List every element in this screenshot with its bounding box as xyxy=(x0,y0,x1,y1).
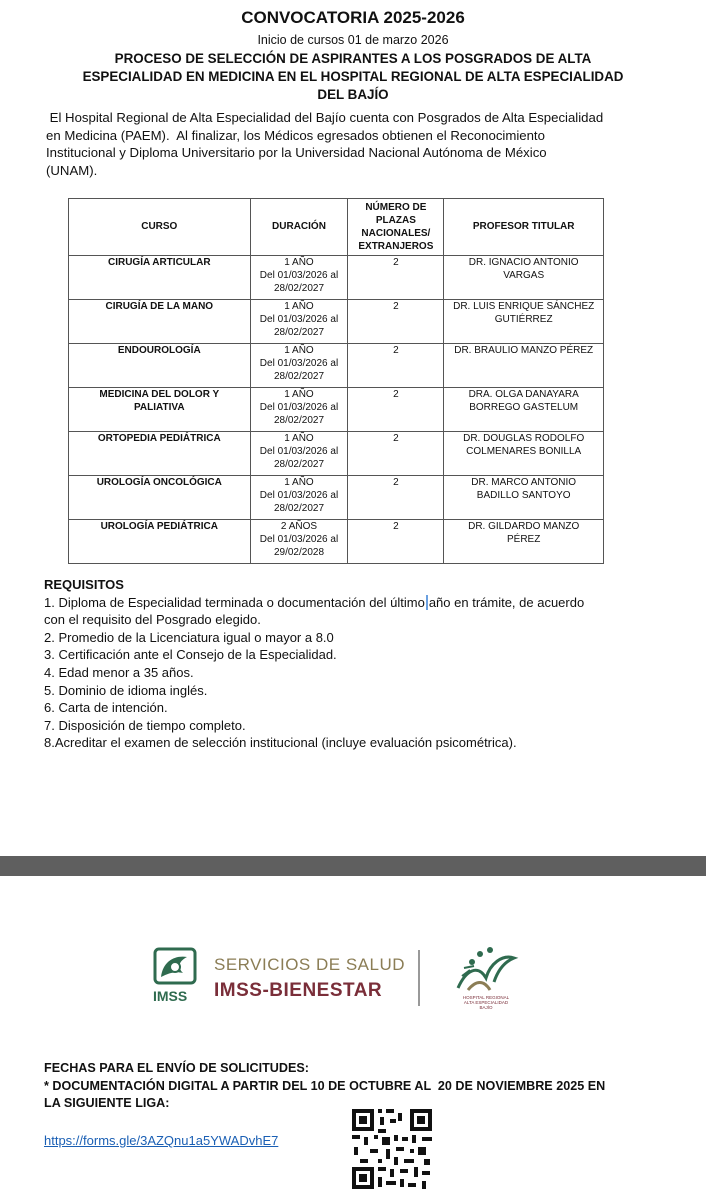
duration-cell-line: 1 AÑO xyxy=(284,257,314,268)
table-row xyxy=(69,300,604,344)
header-professor: PROFESOR TITULAR xyxy=(444,199,604,256)
professor-cell-line: BADILLO SANTOYO xyxy=(476,490,571,502)
requirements-section xyxy=(44,576,684,752)
document-subtitle xyxy=(40,50,666,104)
course-cell-line: ENDOUROLOGÍA xyxy=(117,345,201,356)
page-separator xyxy=(0,856,706,876)
professor-cell xyxy=(444,520,604,564)
dates-line: * DOCUMENTACIÓN DIGITAL A PARTIR DEL 10 DE OCTUBRE AL 20 DE NOVIEMBRE 2025 EN xyxy=(44,1078,606,1093)
document-title: CONVOCATORIA 2025-2026 xyxy=(241,8,465,27)
professor-cell xyxy=(444,344,604,388)
course-cell-line: UROLOGÍA ONCOLÓGICA xyxy=(96,477,222,488)
subtitle-line: ESPECIALIDAD EN MEDICINA EN EL HOSPITAL REGIONAL DE ALTA ESPECIALIDAD xyxy=(82,69,624,84)
course-cell-line: UROLOGÍA PEDIÁTRICA xyxy=(100,521,218,532)
duration-cell xyxy=(250,520,348,564)
course-cell-line: CIRUGÍA ARTICULAR xyxy=(107,257,211,268)
duration-cell-line: Del 01/03/2026 al xyxy=(259,314,339,326)
duration-cell xyxy=(250,300,348,344)
professor-cell xyxy=(444,476,604,520)
header-seats xyxy=(348,199,444,256)
seats-cell: 2 xyxy=(348,388,444,432)
professor-cell xyxy=(444,300,604,344)
header-seats-line: PLAZAS xyxy=(375,214,416,226)
professor-cell xyxy=(444,256,604,300)
professor-cell-line: COLMENARES BONILLA xyxy=(466,446,582,458)
duration-cell-line: 28/02/2027 xyxy=(273,415,325,427)
seats-cell: 2 xyxy=(348,344,444,388)
intro-line: en Medicina (PAEM). Al finalizar, los Médicos egresados obtienen el Reconocimiento xyxy=(46,127,545,143)
requirement-item: 6. Carta de intención. xyxy=(44,700,168,716)
professor-cell xyxy=(444,388,604,432)
hospital-logo-text xyxy=(448,995,524,1010)
hospital-logo-line: ALTA ESPECIALIDAD xyxy=(463,1000,509,1005)
duration-cell xyxy=(250,432,348,476)
table-row xyxy=(69,344,604,388)
requirement-item: 5. Dominio de idioma inglés. xyxy=(44,682,208,698)
professor-cell-line: DR. IGNACIO ANTONIO xyxy=(468,257,579,268)
course-cell xyxy=(69,388,251,432)
application-dates xyxy=(44,1060,634,1113)
requirement-item: 2. Promedio de la Licenciatura igual o mayor a 8.0 xyxy=(44,629,334,645)
duration-cell-line: Del 01/03/2026 al xyxy=(259,490,339,502)
duration-cell-line: 29/02/2028 xyxy=(273,547,325,559)
intro-line: Institucional y Diploma Universitario por la Universidad Nacional Autónoma de México xyxy=(46,145,547,160)
professor-cell-line: VARGAS xyxy=(503,270,545,282)
professor-cell-line: DR. LUIS ENRIQUE SÁNCHEZ xyxy=(453,301,595,312)
requirement-text: año en trámite, de acuerdo xyxy=(428,594,585,610)
duration-cell-line: Del 01/03/2026 al xyxy=(259,446,339,458)
course-cell xyxy=(69,344,251,388)
duration-cell-line: Del 01/03/2026 al xyxy=(259,534,339,546)
header-seats-line: NÚMERO DE xyxy=(365,201,427,213)
courses-table xyxy=(68,198,604,564)
course-cell xyxy=(69,256,251,300)
duration-cell-line: 1 AÑO xyxy=(284,477,314,488)
duration-cell-line: Del 01/03/2026 al xyxy=(259,358,339,370)
intro-paragraph xyxy=(46,109,666,179)
course-start-date: Inicio de cursos 01 de marzo 2026 xyxy=(257,33,449,47)
dates-line: LA SIGUIENTE LIGA: xyxy=(44,1096,170,1110)
imss-eagle-logo-icon xyxy=(153,947,207,1005)
duration-cell-line: 1 AÑO xyxy=(284,389,314,400)
professor-cell-line: DRA. OLGA DANAYARA xyxy=(468,389,579,400)
duration-cell xyxy=(250,388,348,432)
header-seats-line: EXTRANJEROS xyxy=(358,241,434,253)
intro-line: (UNAM). xyxy=(46,162,98,178)
dates-line: FECHAS PARA EL ENVÍO DE SOLICITUDES: xyxy=(44,1061,309,1075)
intro-line: El Hospital Regional de Alta Especialidad del Bajío cuenta con Posgrados de Alta Especialidad xyxy=(46,110,604,125)
table-row xyxy=(69,520,604,564)
requirements-title: REQUISITOS xyxy=(44,577,124,592)
duration-cell-line: 1 AÑO xyxy=(284,301,314,312)
seats-cell: 2 xyxy=(348,256,444,300)
seats-cell: 2 xyxy=(348,300,444,344)
seats-cell: 2 xyxy=(348,476,444,520)
duration-cell-line: 2 AÑOS xyxy=(280,521,318,532)
header-seats-line: NACIONALES/ xyxy=(361,228,431,239)
hospital-logo-line: HOSPITAL REGIONAL xyxy=(462,995,510,1000)
professor-cell xyxy=(444,432,604,476)
table-body xyxy=(69,256,604,564)
course-cell-line: CIRUGÍA DE LA MANO xyxy=(105,301,214,312)
duration-cell-line: Del 01/03/2026 al xyxy=(259,270,339,282)
professor-cell-line: PÉREZ xyxy=(507,534,541,546)
header-duration: DURACIÓN xyxy=(250,199,348,256)
course-cell xyxy=(69,476,251,520)
duration-cell-line: 28/02/2027 xyxy=(273,283,325,295)
header-course: CURSO xyxy=(69,199,251,256)
requirement-item xyxy=(44,594,684,612)
duration-cell-line: Del 01/03/2026 al xyxy=(259,402,339,414)
table-row xyxy=(69,476,604,520)
seats-cell: 2 xyxy=(348,432,444,476)
course-cell-line: PALIATIVA xyxy=(134,402,185,414)
professor-cell-line: GUTIÉRREZ xyxy=(494,314,553,326)
course-cell xyxy=(69,520,251,564)
duration-cell xyxy=(250,476,348,520)
table-row xyxy=(69,432,604,476)
duration-cell xyxy=(250,344,348,388)
qr-code-icon xyxy=(350,1107,434,1191)
requirement-item: 4. Edad menor a 35 años. xyxy=(44,664,194,680)
professor-cell-line: BORREGO GASTELUM xyxy=(469,402,579,414)
servicios-de-salud-text: SERVICIOS DE SALUD xyxy=(214,955,406,974)
course-cell xyxy=(69,432,251,476)
table-header-row xyxy=(69,199,604,256)
course-cell-line: MEDICINA DEL DOLOR Y xyxy=(99,389,220,400)
duration-cell-line: 28/02/2027 xyxy=(273,371,325,383)
requirement-item: 3. Certificación ante el Consejo de la Especialidad. xyxy=(44,647,337,663)
duration-cell-line: 28/02/2027 xyxy=(273,459,325,471)
duration-cell-line: 1 AÑO xyxy=(284,345,314,356)
professor-cell-line: DR. DOUGLAS RODOLFO xyxy=(463,433,585,444)
professor-cell-line: DR. MARCO ANTONIO xyxy=(471,477,577,488)
imss-bienestar-text: IMSS-BIENESTAR xyxy=(214,980,383,1001)
seats-cell: 2 xyxy=(348,520,444,564)
course-cell xyxy=(69,300,251,344)
imss-logo-text: IMSS xyxy=(153,988,188,1004)
hospital-logo-line: BAJÍO xyxy=(479,1005,493,1010)
requirement-item: 7. Disposición de tiempo completo. xyxy=(44,717,246,733)
subtitle-line: DEL BAJÍO xyxy=(317,87,389,102)
table-row xyxy=(69,256,604,300)
professor-cell-line: DR. BRAULIO MANZO PÉREZ xyxy=(454,345,594,356)
course-cell-line: ORTOPEDIA PEDIÁTRICA xyxy=(97,433,221,444)
table-row xyxy=(69,388,604,432)
professor-cell-line: DR. GILDARDO MANZO xyxy=(468,521,580,532)
text-cursor xyxy=(426,595,428,610)
application-form-link[interactable]: https://forms.gle/3AZQnu1a5YWADvhE7 xyxy=(44,1133,279,1148)
duration-cell-line: 1 AÑO xyxy=(284,433,314,444)
subtitle-line: PROCESO DE SELECCIÓN DE ASPIRANTES A LOS POSGRADOS DE ALTA xyxy=(114,51,592,66)
requirement-item: con el requisito del Posgrado elegido. xyxy=(44,612,261,628)
duration-cell-line: 28/02/2027 xyxy=(273,503,325,515)
duration-cell xyxy=(250,256,348,300)
logo-divider xyxy=(418,950,420,1006)
requirement-item: 8.Acreditar el examen de selección institucional (incluye evaluación psicométrica). xyxy=(44,735,517,751)
requirement-text: 1. Diploma de Especialidad terminada o documentación del último xyxy=(44,594,425,610)
duration-cell-line: 28/02/2027 xyxy=(273,327,325,339)
